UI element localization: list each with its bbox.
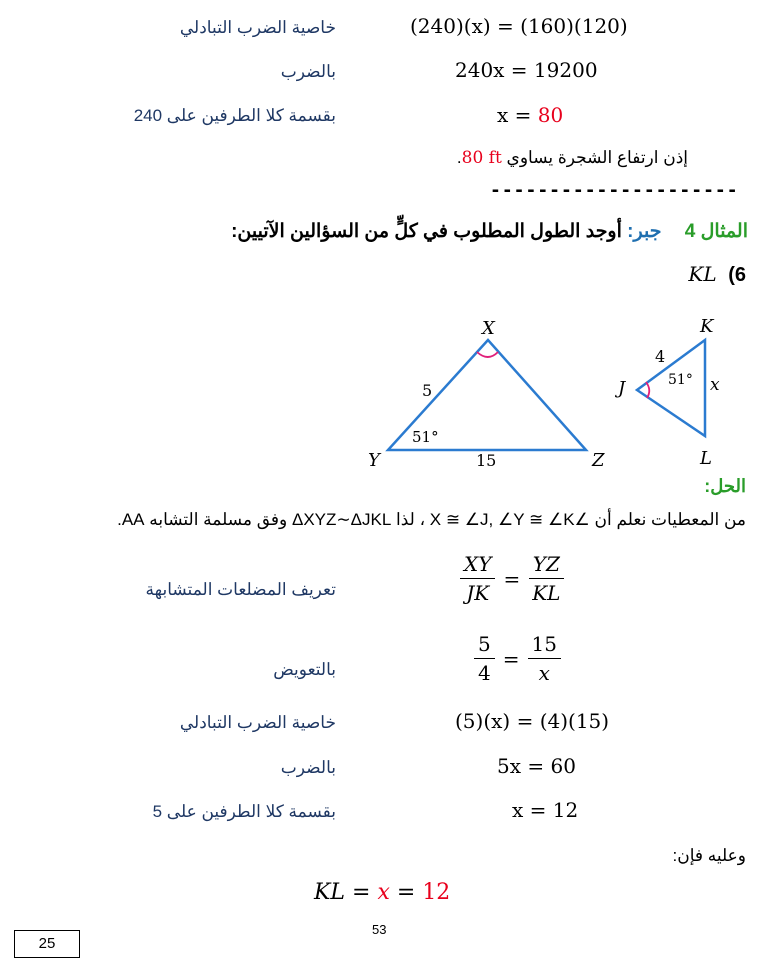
equation-divide-2: x = 12 [512,798,579,822]
equation-lhs: x = [497,103,538,127]
final-value: 12 [422,880,451,905]
example-topic: جبر: [627,221,662,242]
example-heading [231,220,748,243]
frac-yz: YZ [529,552,564,579]
reason-substitution: بالتعويض [273,660,336,679]
reason-definition: تعريف المضلعات المتشابهة [145,580,336,599]
solution-intro: من المعطيات نعلم أن ∠X ≅ ∠J, ∠Y ≅ ∠K ، لذا ΔXYZ∼ΔJKL وفق مسلمة التشابه AA. [117,510,746,529]
reason-divide-2: بقسمة كلا الطرفين على 5 [152,802,336,821]
therefore-text: وعليه فإن: [672,846,746,865]
frac-kl: KL [532,581,561,605]
answer-value: 80 [537,103,564,127]
final-lhs: KL = [314,880,378,905]
section-divider: --------------------- [490,180,739,201]
vertex-x: X [482,318,495,339]
equals-sign: = [502,646,520,671]
page-box: 25 [14,930,80,958]
reason-commutative-1: خاصية الضرب التبادلي [179,18,336,37]
page-number: 53 [372,922,387,937]
final-eq: = [389,880,423,905]
angle-x-arc [477,352,498,357]
frac-15: 15 [528,632,561,659]
example-label: المثال 4 [684,221,748,242]
frac-jk: JK [466,581,490,605]
frac-5: 5 [474,632,495,659]
conclusion-text: إذن ارتفاع الشجرة يساوي [506,148,688,167]
vertex-k: K [700,316,714,337]
example-instruction: أوجد الطول المطلوب في كلٍّ من السؤالين الآتيين: [231,221,622,242]
equation-cross-mult-1: (240)(x) = (160)(120) [410,14,628,38]
final-x: x [377,880,390,905]
reason-multiply-2: بالضرب [280,758,336,777]
vertex-j: J [618,378,626,399]
conclusion-dot: . [456,148,462,167]
problem-number: (6 [728,264,746,286]
equation-divide-1 [497,103,563,127]
conclusion-line [457,148,688,168]
similar-triangles-figure [350,310,768,470]
vertex-z: Z [592,450,605,470]
equation-cross-mult-2: (5)(x) = (4)(15) [455,709,610,733]
angle-k-label: 51° [668,372,693,388]
reason-divide-1: بقسمة كلا الطرفين على 240 [133,106,336,125]
side-jk-label: 4 [655,347,666,366]
equals-sign: = [503,566,521,591]
frac-4: 4 [478,661,491,685]
proportion-substituted [474,632,561,685]
side-yz-label: 15 [476,451,497,470]
problem-6 [688,262,746,287]
vertex-y: Y [368,450,380,470]
reason-commutative-2: خاصية الضرب التبادلي [179,713,336,732]
frac-xy: XY [460,552,495,579]
side-xy-label: 5 [422,381,433,400]
equation-multiply-1: 240x = 19200 [455,58,598,82]
proportion-definition [460,552,564,605]
final-answer [314,880,450,905]
frac-x: x [538,661,550,685]
equation-multiply-2: 5x = 60 [497,754,576,778]
problem-target: KL [688,262,717,286]
reason-multiply-1: بالضرب [280,62,336,81]
side-kl-label: x [710,375,720,395]
solution-heading: الحل: [704,476,746,496]
vertex-l: L [700,448,712,469]
angle-y-label: 51° [412,428,439,446]
triangle-jkl [637,340,705,436]
conclusion-value: 80 ft [461,148,502,168]
